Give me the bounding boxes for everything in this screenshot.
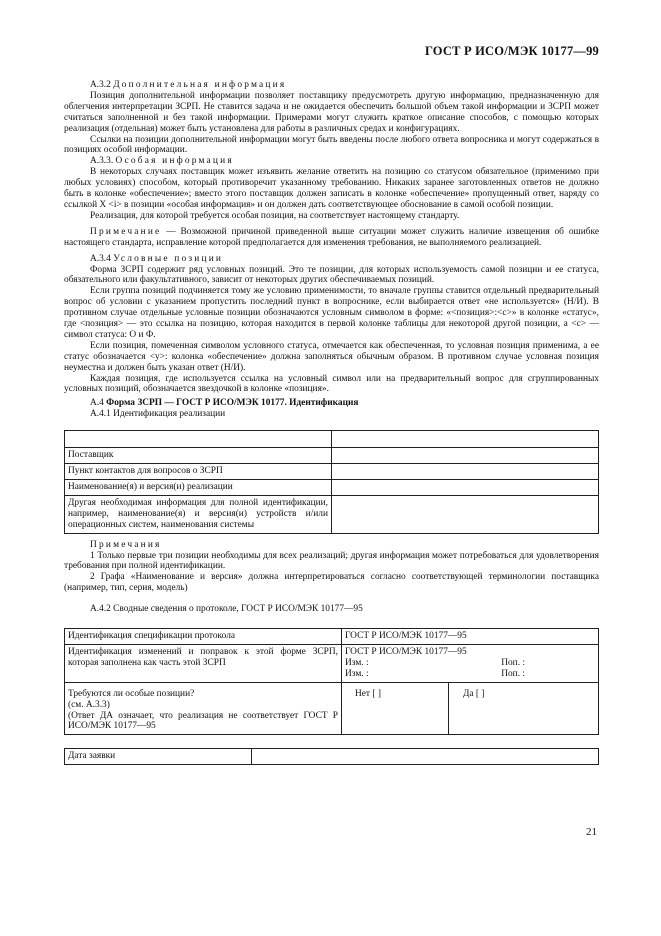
note: [64, 227, 599, 249]
paragraph: Каждая позиция, где используется ссылка на условный символ или на предварительный вопрос для сгруппированных условных позиций, обозначается звездочкой в колонке «позиция».: [64, 373, 599, 395]
table-cell-value: ГОСТ Р ИСО/МЭК 10177—95 Изм. : Поп. : Изм. : Поп. :: [342, 644, 599, 682]
paragraph: Если группа позиций подчиняется тому же условию применимости, то вначале группы ставится отдельный предварительный вопрос об условии с указанием пропустить последний пункт в вопроснике, если выбирается ответ «не используется» (Н/И). В противном случае отдельные условные позиции обозначаются условным символом в форме: «<позиция>:<с>» в колонке «статус», где <позиция> — это ссылка на позицию, которая находится в первой колонке таблицы для некоторой другой позиции, а <с> — символ статуса: О и Ф.: [64, 286, 599, 340]
table-cell-label: Другая необходимая информация для полной идентификации, например, наименование(я) и версия(и) устройств и/или операционных систем, наименования системы: [65, 495, 332, 533]
paragraph: Реализация, для которой требуется особая позиция, на соответствует настоящему стандарту.: [90, 210, 460, 221]
page-body: [64, 80, 599, 765]
table-cell-label: Идентификация изменений и поправок к этой форме ЗСРП, которая заполнена как часть этой ЗСРП: [65, 644, 342, 682]
table-row: [65, 682, 599, 735]
subsection-title-a42: А.4.2 Сводные сведения о протоколе, ГОСТ Р ИСО/МЭК 10177—95: [90, 604, 363, 615]
table-cell-value[interactable]: [332, 464, 599, 480]
table-row: [65, 495, 599, 533]
section-heading-a32: А.3.2 Дополнительная информация: [90, 80, 287, 90]
date-table: [64, 748, 599, 765]
table-cell-label: Наименование(я) и версия(и) реализации: [65, 480, 332, 496]
section-heading-a33: А.3.3. Особая информация: [90, 156, 234, 167]
table-cell-value[interactable]: [332, 448, 599, 464]
note-text: — Возможной причиной приведенной выше ситуации может служить наличие извещения об ошибке настоящего стандарта, исправление которой предполагается для изменения требования, не выполняемого реализацией.: [64, 226, 599, 248]
protocol-summary-table: [64, 628, 599, 735]
section-heading-a4: А.4 Форма ЗСРП — ГОСТ Р ИСО/МЭК 10177. Идентификация: [90, 398, 359, 409]
table-row: [65, 749, 599, 765]
izm-label: Изм. :: [345, 657, 369, 668]
page-number: 21: [586, 826, 597, 838]
table-cell-label: Дата заявки: [65, 749, 252, 765]
section-heading-a34: А.3.4 Условные позиции: [90, 253, 224, 264]
paragraph: Позиция дополнительной информации позволяет поставщику предусмотреть другую информацию, предназначенную для облегчения интерпретации ЗСРП. Не ставится задача и не ожидается обеспечить большой объем такой информации и ЗСРП может считаться заполненной и без такой информации. Примерами могут служить краткое описание способов, с помощью которых реализация (отдельная) может быть установлена для работы в различных средах и конфигурациях.: [64, 90, 599, 134]
note: 1 Только первые три позиции необходимы для всех реализаций; другая информация может потребоваться для удовлетворения требования при полной идентификации.: [64, 550, 599, 572]
paragraph: Если позиция, помеченная символом условного статуса, отмечается как обеспеченная, то условная позиция применима, а ее статус обозначается <у>: колонка «обеспечение» должна заполняться обычным образом. В противном случае условная позиция неуместна и должен быть указан ответ (Н/И).: [64, 340, 599, 373]
izm-label: Изм. :: [345, 668, 369, 679]
no-option[interactable]: Нет [ ]: [342, 682, 449, 735]
page-header: ГОСТ Р ИСО/МЭК 10177—99: [424, 44, 599, 58]
table-cell: [332, 431, 599, 448]
table-row: [65, 644, 599, 682]
pop-label: Поп. :: [501, 668, 525, 679]
table-row: [65, 464, 599, 480]
yes-option[interactable]: Да [ ]: [449, 682, 599, 735]
notes-heading: Примечания: [90, 539, 162, 550]
paragraph: Форма ЗСРП содержит ряд условных позиций. Это те позиции, для которых используемость самой позиции и ее статуса, обязательного или факультативного, зависит от некоторых других обеспечиваемых позиций.: [64, 264, 599, 286]
paragraph: В некоторых случаях поставщик может изъявить желание ответить на позицию со статусом обязательное (применимо при любых условиях) способом, который противоречит указанному требованию. Никаких заранее заготовленных ответов не должно быть в колонке «обеспечение»; вместо этого поставщик должен записать в колонке «обеспечение» пропущенный ответ, наряду со ссылкой X <i> в позиции «особая информация» и он должен дать соответствующее обоснование в самой особой позиции.: [64, 167, 599, 210]
table-cell: [65, 431, 332, 448]
table-cell-value[interactable]: [332, 495, 599, 533]
table-row: [65, 480, 599, 496]
table-cell-label: Поставщик: [65, 448, 332, 464]
table-row: [65, 629, 599, 645]
table-row: [65, 431, 599, 448]
table-cell-value: ГОСТ Р ИСО/МЭК 10177—95: [342, 629, 599, 645]
table-cell-value[interactable]: [332, 480, 599, 496]
table-cell-label: Пункт контактов для вопросов о ЗСРП: [65, 464, 332, 480]
subsection-title-a41: А.4.1 Идентификация реализации: [90, 409, 226, 420]
pop-label: Поп. :: [501, 657, 525, 668]
paragraph: Ссылки на позиции дополнительной информации могут быть введены после любого ответа вопросника и могут содержаться в позициях особой информации.: [64, 134, 599, 156]
implementation-id-table: [64, 430, 599, 533]
table-cell-label: Идентификация спецификации протокола: [65, 629, 342, 645]
note: 2 Графа «Наименование и версия» должна интерпретироваться согласно соответствующей терминологии поставщика (например, тип, серия, модель): [64, 572, 599, 594]
note-label: Примечание: [90, 226, 162, 237]
table-cell-label: Требуются ли особые позиции? (см. А.3.3) (Ответ ДА означает, что реализация не соответствует ГОСТ Р ИСО/МЭК 10177—95: [65, 682, 342, 735]
table-row: [65, 448, 599, 464]
table-cell-value[interactable]: [252, 749, 599, 765]
